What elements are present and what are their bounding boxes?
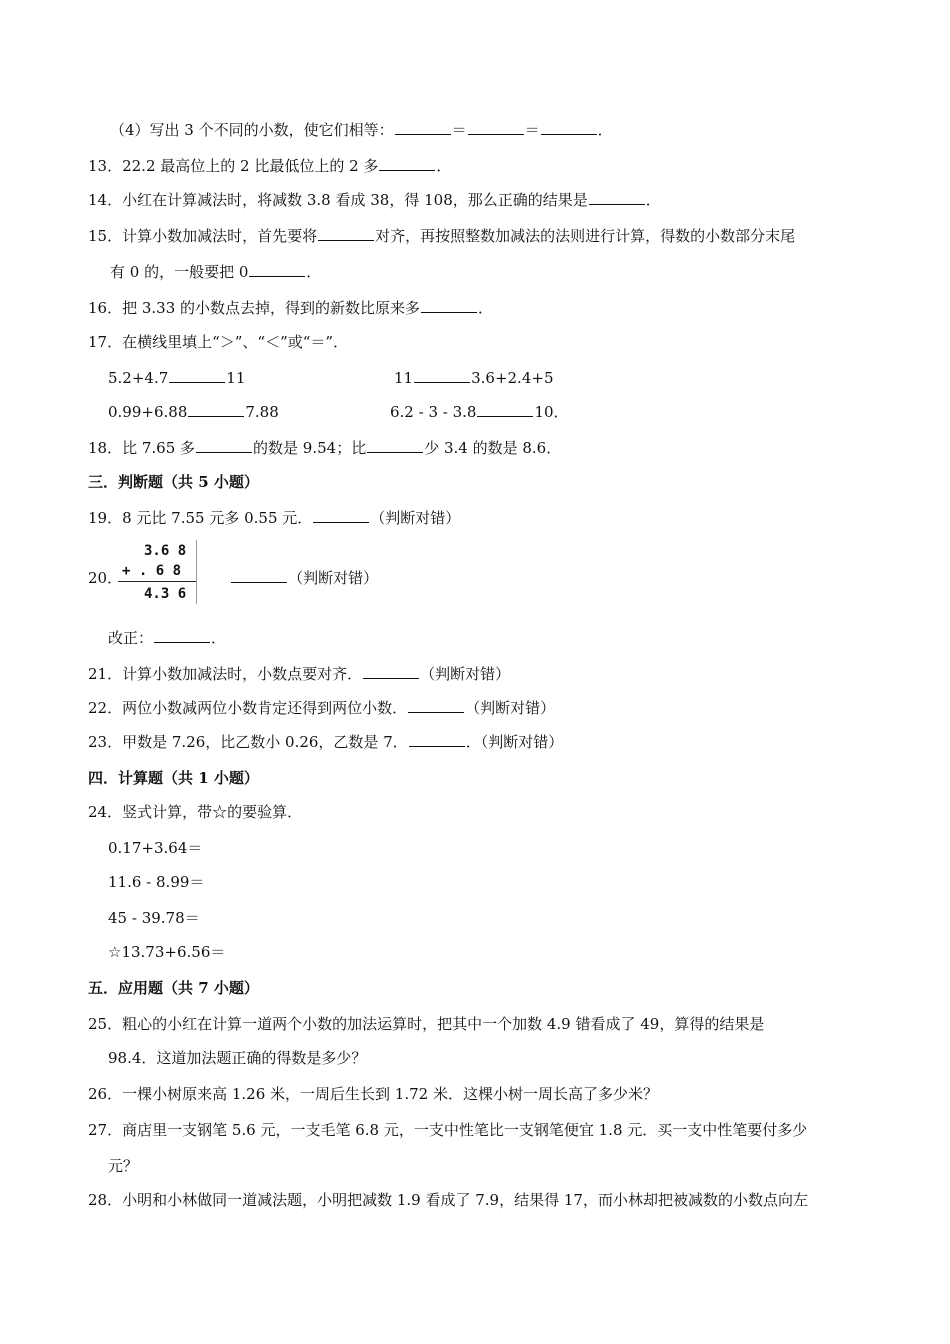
calc-item: 11.6 - 8.99＝	[108, 873, 205, 891]
question-21: 21．计算小数加减法时，小数点要对齐． （判断对错）	[88, 665, 511, 683]
question-16: 16．把 3.33 的小数点去掉，得到的新数比原来多 ．	[88, 299, 494, 317]
answer-blank[interactable]	[196, 438, 252, 453]
question-25: 25．粗心的小红在计算一道两个小数的加法运算时，把其中一个加数 4.9 错看成了 49，算得的结果是	[88, 1015, 765, 1033]
answer-blank[interactable]	[395, 120, 451, 135]
answer-blank[interactable]	[169, 368, 225, 383]
section-heading: 五．应用题（共 7 小题）	[88, 979, 259, 997]
answer-blank[interactable]	[231, 568, 287, 583]
answer-blank[interactable]	[318, 226, 374, 241]
compare-item: 6.2 - 3 - 3.8 10．	[390, 403, 569, 421]
question-19: 19．8 元比 7.55 元多 0.55 元． （判断对错）	[88, 509, 461, 527]
question-22: 22．两位小数减两位小数肯定还得到两位小数． （判断对错）	[88, 699, 556, 717]
answer-blank[interactable]	[589, 190, 645, 205]
answer-blank[interactable]	[367, 438, 423, 453]
calc-item: 0.17+3.64＝	[108, 839, 203, 857]
divider-line	[118, 581, 196, 582]
question-20-correction: 改正： ．	[108, 629, 227, 647]
answer-blank[interactable]	[363, 664, 419, 679]
question-18: 18．比 7.65 多 的数是 9.54；比 少 3.4 的数是 8.6．	[88, 439, 562, 457]
vertical-calculation: 3.6 8 + . 6 8 4.3 6	[118, 540, 197, 604]
question-12-4: （4）写出 3 个不同的小数，使它们相等： ＝ ＝ ．	[110, 121, 613, 139]
answer-blank[interactable]	[408, 698, 464, 713]
calc-item: ☆13.73+6.56＝	[108, 943, 226, 961]
question-24: 24．竖式计算，带☆的要验算．	[88, 803, 303, 821]
question-28: 28．小明和小林做同一道减法题，小明把减数 1.9 看成了 7.9，结果得 17，而小林却把被减数的小数点向左	[88, 1191, 808, 1209]
section-heading: 四．计算题（共 1 小题）	[88, 769, 259, 787]
question-15: 15．计算小数加减法时，首先要将 对齐，再按照整数加减法的法则进行计算，得数的小数部分末尾	[88, 227, 796, 245]
answer-blank[interactable]	[477, 402, 533, 417]
answer-blank[interactable]	[409, 732, 465, 747]
answer-blank[interactable]	[188, 402, 244, 417]
compare-item: 0.99+6.88 7.88	[108, 403, 279, 421]
question-13: 13．22.2 最高位上的 2 比最低位上的 2 多 ．	[88, 157, 452, 175]
answer-blank[interactable]	[154, 628, 210, 643]
question-14: 14．小红在计算减法时，将减数 3.8 看成 38，得 108，那么正确的结果是 ．	[88, 191, 661, 209]
section-heading: 三．判断题（共 5 小题）	[88, 473, 259, 491]
question-26: 26．一棵小树原来高 1.26 米，一周后生长到 1.72 米．这棵小树一周长高了多少米？	[88, 1085, 658, 1103]
compare-item: 11 3.6+2.4+5	[394, 369, 554, 387]
answer-blank[interactable]	[541, 120, 597, 135]
answer-blank[interactable]	[249, 262, 305, 277]
answer-blank[interactable]	[379, 156, 435, 171]
answer-blank[interactable]	[414, 368, 470, 383]
answer-blank[interactable]	[421, 298, 477, 313]
question-15-cont: 有 0 的，一般要把 0 ．	[110, 263, 322, 281]
question-25-cont: 98.4．这道加法题正确的得数是多少？	[108, 1049, 367, 1067]
question-17: 17．在横线里填上“＞”、“＜”或“＝”．	[88, 333, 349, 351]
question-23: 23．甲数是 7.26，比乙数小 0.26，乙数是 7． ．（判断对错）	[88, 733, 564, 751]
answer-blank[interactable]	[468, 120, 524, 135]
question-20: 20． （判断对错）	[88, 569, 379, 587]
question-27-cont: 元？	[108, 1157, 139, 1175]
compare-item: 5.2+4.7 11	[108, 369, 246, 387]
question-27: 27．商店里一支钢笔 5.6 元，一支毛笔 6.8 元，一支中性笔比一支钢笔便宜 1.8 元．买一支中性笔要付多少	[88, 1121, 808, 1139]
calc-item: 45 - 39.78＝	[108, 909, 200, 927]
answer-blank[interactable]	[313, 508, 369, 523]
